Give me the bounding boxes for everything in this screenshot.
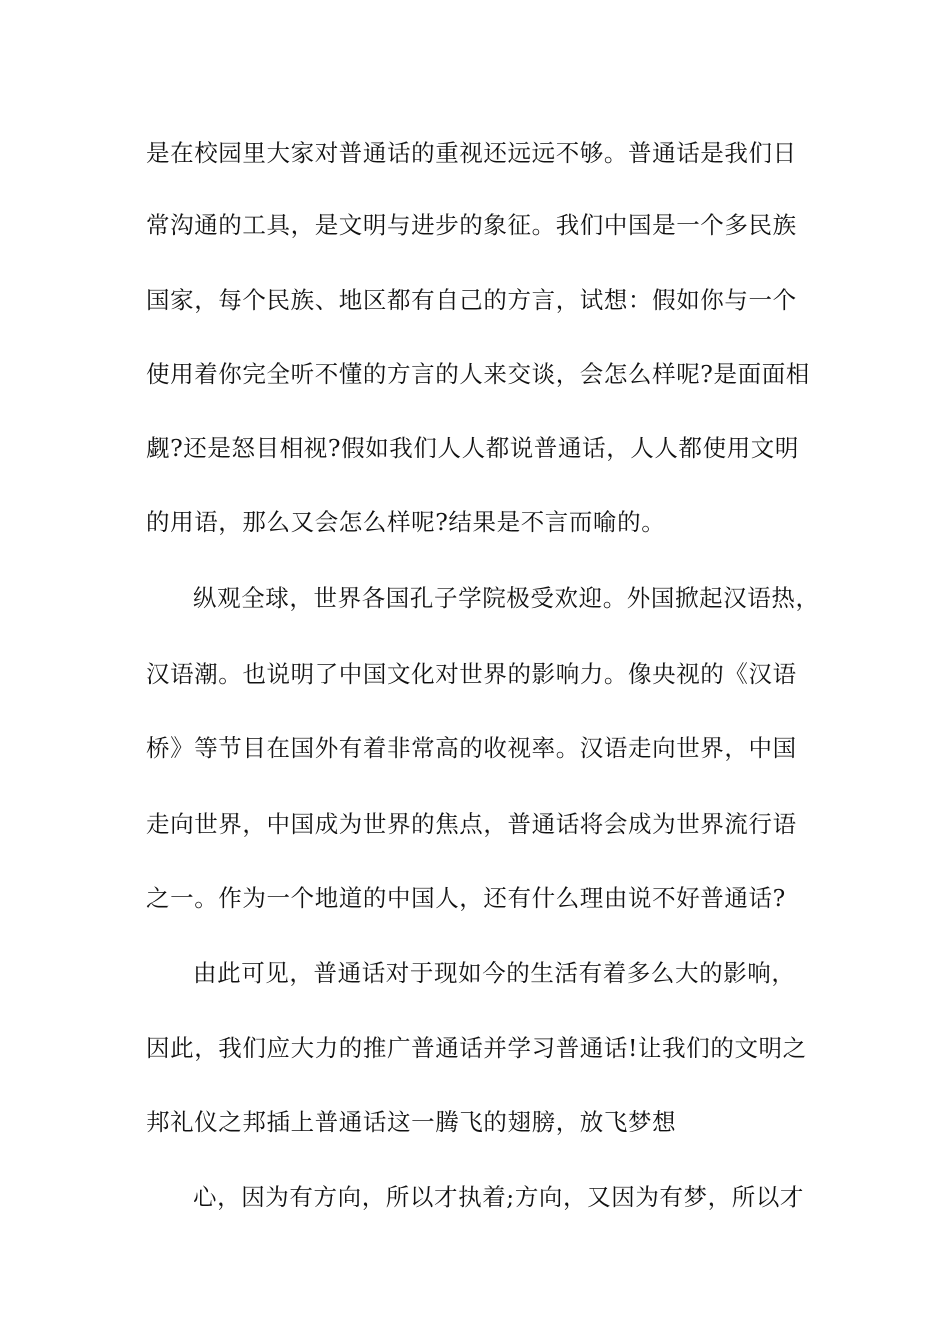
paragraph-first-line: 由此可见，普通话对于现如今的生活有着多么大的影响， [193,959,796,987]
text-line: 走向世界，中国成为世界的焦点，普通话将会成为世界流行语 [146,810,797,838]
paragraph-first-line: 心，因为有方向，所以才执着;方向，又因为有梦，所以才 [193,1183,805,1211]
text-line: 之一。作为一个地道的中国人，还有什么理由说不好普通话? [146,884,786,912]
text-line: 是在校园里大家对普通话的重视还远远不够。普通话是我们日 [146,139,797,167]
text-line: 因此，我们应大力的推广普通话并学习普通话!让我们的文明之 [146,1034,807,1062]
text-line: 的用语，那么又会怎么样呢?结果是不言而喻的。 [146,508,666,536]
text-line: 邦礼仪之邦插上普通话这一腾飞的翅膀，放飞梦想 [146,1108,677,1136]
text-line: 汉语潮。也说明了中国文化对世界的影响力。像央视的《汉语 [146,660,797,688]
text-line: 常沟通的工具，是文明与进步的象征。我们中国是一个多民族 [146,211,797,239]
text-line: 国家，每个民族、地区都有自己的方言，试想：假如你与一个 [146,286,797,314]
paragraph-first-line: 纵观全球，世界各国孔子学院极受欢迎。外国掀起汉语热， [193,584,820,612]
text-line: 使用着你完全听不懂的方言的人来交谈，会怎么样呢?是面面相 [146,360,810,388]
text-line: 觑?还是怒目相视?假如我们人人都说普通话，人人都使用文明 [146,434,799,462]
text-line: 桥》等节目在国外有着非常高的收视率。汉语走向世界，中国 [146,734,797,762]
